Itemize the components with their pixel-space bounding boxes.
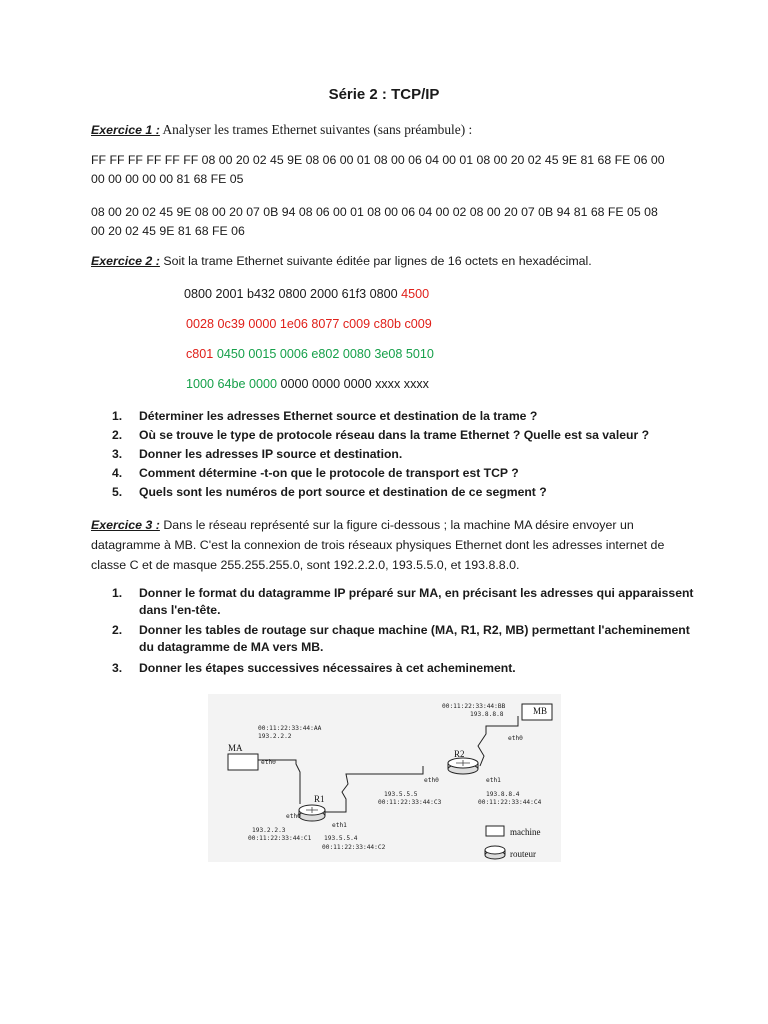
r1-ip0: 193.2.2.3 (252, 827, 286, 834)
question-number: 2. (112, 428, 123, 442)
hex-line-2 (186, 317, 432, 331)
r1-mac1: 00:11:22:33:44:C2 (322, 844, 386, 851)
hex-line-2-red: 0028 0c39 0000 1e06 8077 c009 c80b c009 (186, 317, 432, 331)
r1-eth1: eth1 (332, 822, 347, 829)
exercise-1-intro (91, 120, 689, 140)
hex-line-3 (186, 347, 434, 361)
question-number: 1. (112, 586, 123, 600)
frame-1-line-1: FF FF FF FF FF FF 08 00 20 02 45 9E 08 06 00 01 08 00 06 04 00 01 08 00 20 02 45 9E 81 68 FE 06 00 (91, 153, 665, 167)
question-text: Donner les étapes successives nécessaires à cet acheminement. (139, 661, 516, 675)
ma-ip: 193.2.2.2 (258, 733, 292, 740)
question-text: Comment détermine -t-on que le protocole de transport est TCP ? (139, 466, 519, 480)
r2-mac1: 00:11:22:33:44:C4 (478, 799, 542, 806)
exercise-3-intro (91, 515, 691, 575)
frame-2-line-2: 00 20 02 45 9E 81 68 FE 06 (91, 224, 245, 238)
hex-line-4 (186, 377, 429, 391)
router-r2-label: R2 (454, 749, 465, 759)
question-text: Donner les adresses IP source et destination. (139, 447, 403, 461)
exercise-2-text: Soit la trame Ethernet suivante éditée par lignes de 16 octets en hexadécimal. (159, 254, 592, 268)
frame-1-line-2: 00 00 00 00 00 81 68 FE 05 (91, 172, 244, 186)
r2-eth0: eth0 (424, 777, 439, 784)
exercise-2-intro (91, 252, 711, 271)
exercise-1-label: Exercice 1 : (91, 123, 160, 137)
machine-ma-label: MA (228, 743, 243, 753)
r1-ip1: 193.5.5.4 (324, 835, 358, 842)
hex-line-1-red: 4500 (401, 287, 430, 301)
question-text: Déterminer les adresses Ethernet source et destination de la trame ? (139, 409, 538, 423)
page-title: Série 2 : TCP/IP (328, 86, 440, 103)
legend-router-label: routeur (510, 849, 536, 859)
question-text: Donner les tables de routage sur chaque machine (MA, R1, R2, MB) permettant l'acheminement du datagramme de MA vers MB. (139, 623, 690, 654)
r1-eth0: eth0 (286, 813, 301, 820)
router-r1-label: R1 (314, 794, 325, 804)
question-text: Donner le format du datagramme IP préparé sur MA, en précisant les adresses qui apparaissent dans l'en-tête. (139, 586, 694, 617)
mb-ip: 193.8.8.8 (470, 711, 504, 718)
question-number: 3. (112, 661, 123, 675)
r2-ip1: 193.8.8.4 (486, 791, 520, 798)
mb-mac: 00:11:22:33:44:BB (442, 703, 506, 710)
question-text: Quels sont les numéros de port source et destination de ce segment ? (139, 485, 547, 499)
exercise-2-label: Exercice 2 : (91, 254, 160, 268)
ma-eth: eth0 (261, 759, 276, 766)
r2-ip0: 193.5.5.5 (384, 791, 418, 798)
frame-1 (91, 151, 689, 189)
hex-line-1 (184, 287, 429, 301)
exercise-3-text: Dans le réseau représenté sur la figure ci-dessous ; la machine MA désire envoyer un datagramme à MB. C'est la connexion de trois réseaux physiques Ethernet dont les adresses internet de classe C et de masque 255.255.255.0, sont 192.2.2.0, 193.5.5.0, et 193.8.8.0. (91, 518, 665, 572)
legend-machine-label: machine (510, 827, 541, 837)
frame-2 (91, 203, 689, 241)
question-text: Où se trouve le type de protocole réseau dans la trame Ethernet ? Quelle est sa valeur ? (139, 428, 650, 442)
legend-router-icon (485, 846, 505, 859)
mb-eth: eth0 (508, 735, 523, 742)
exercise-1-text: Analyser les trames Ethernet suivantes (sans préambule) : (159, 122, 473, 137)
question-number: 3. (112, 447, 123, 461)
r1-mac0: 00:11:22:33:44:C1 (248, 835, 312, 842)
ma-mac: 00:11:22:33:44:AA (258, 725, 322, 732)
network-diagram (208, 694, 561, 862)
link-ma-r1 (258, 760, 300, 804)
hex-line-1-black: 0800 2001 b432 0800 2000 61f3 0800 (184, 287, 402, 301)
router-r1-icon (299, 805, 325, 821)
r2-mac0: 00:11:22:33:44:C3 (378, 799, 442, 806)
network-diagram-svg (208, 694, 561, 862)
question-number: 5. (112, 485, 123, 499)
question-number: 4. (112, 466, 123, 480)
hex-line-3-red: c801 (186, 347, 217, 361)
question-number: 1. (112, 409, 123, 423)
hex-line-3-green: 0450 0015 0006 e802 0080 3e08 5010 (216, 347, 434, 361)
machine-ma-box (228, 754, 258, 770)
frame-2-line-1: 08 00 20 02 45 9E 08 00 20 07 0B 94 08 06 00 01 08 00 06 04 00 02 08 00 20 07 0B 94 81 68 FE 05 08 (91, 205, 658, 219)
exercise-3-label: Exercice 3 : (91, 518, 160, 532)
hex-line-4-black: 0000 0000 0000 xxxx xxxx (277, 377, 429, 391)
hex-line-4-green: 1000 64be 0000 (186, 377, 278, 391)
machine-mb-label: MB (533, 706, 548, 716)
question-number: 2. (112, 623, 123, 637)
legend-machine-icon (486, 826, 504, 836)
router-r2-icon (448, 758, 478, 774)
r2-eth1: eth1 (486, 777, 501, 784)
